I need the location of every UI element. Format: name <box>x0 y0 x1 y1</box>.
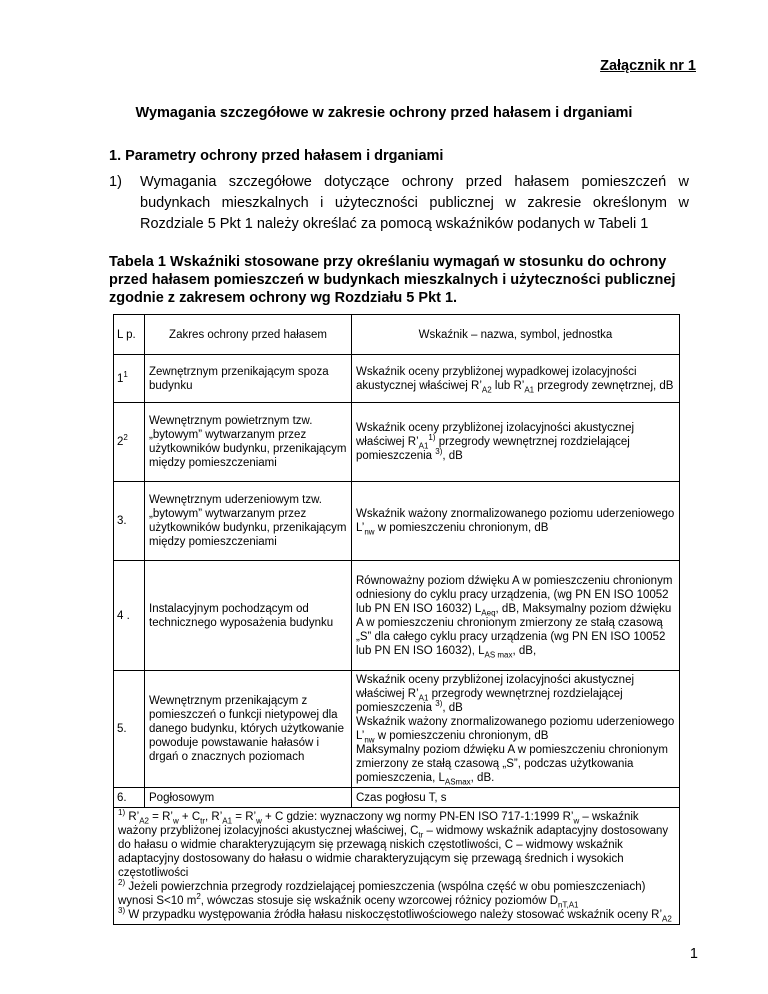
indicators-table <box>113 314 680 925</box>
section-heading: 1. Parametry ochrony przed hałasem i drganiami <box>109 148 444 164</box>
row-lp: 5. <box>114 671 145 788</box>
item-text: Wymagania szczegółowe dotyczące ochrony przed hałasem pomieszczeń w budynkach mieszkalnych i użyteczności publicznej w zakresie określonym w Rozdziale 5 Pkt 1 należy określać za pomocą wskaźników podanych w Tabeli 1 <box>140 174 689 232</box>
row-scope: Wewnętrznym powietrznym tzw. „bytowym” wytwarzanym przez użytkowników budynku, przenikającym między pomieszczeniami <box>145 403 352 482</box>
row-indicator: Wskaźnik oceny przybliżonej izolacyjności akustycznej właściwej $R’_{A1}$ przegrody wewnętrznej rozdzielającej pomieszczenia $^{3)}$, dB Wskaźnik ważony znormalizowanego poziomu uderzeniowego $L’_{nw}$ w pomieszczeniu chronionym, dB Maksymalny poziom dźwięku A w pomieszczeniu chronionym zmierzony ze stałą czasową „S”, podczas użytkowania pomieszczenia, $L_{ASmax}$, dB. <box>352 671 680 788</box>
row-scope: Wewnętrznym uderzeniowym tzw. „bytowym” wytwarzanym przez użytkowników budynku, przenikającym między pomieszczeniami <box>145 482 352 561</box>
row-indicator: Czas pogłosu T, s <box>352 788 680 808</box>
table-row <box>114 482 680 561</box>
row-lp: $2^2$ <box>114 403 145 482</box>
row-lp: $1^1$ <box>114 355 145 403</box>
table-row <box>114 561 680 671</box>
row-lp: 3. <box>114 482 145 561</box>
item-number: 1) <box>109 174 122 190</box>
table-notes-row <box>114 808 680 925</box>
row-indicator: Wskaźnik oceny przybliżonej wypadkowej izolacyjności akustycznej właściwej $R’_{A2}$ lub $R’_{A1}$ przegrody zewnętrznej, dB <box>352 355 680 403</box>
row-lp: 4 . <box>114 561 145 671</box>
row-scope: Pogłosowym <box>145 788 352 808</box>
row-scope: Instalacyjnym pochodzącym od technicznego wyposażenia budynku <box>145 561 352 671</box>
row-indicator: Równoważny poziom dźwięku A w pomieszczeniu chronionym odniesiony do cyklu pracy urządzenia, (wg PN EN ISO 10052 lub PN EN ISO 16032) $L_{Aeq}$, dB, Maksymalny poziom dźwięku A w pomieszczeniu chronionym zmierzony ze stałą czasową „S” dla całego cyklu pracy urządzenia (wg PN EN ISO 10052 lub PN EN ISO 16032), $L_{AS max}$, dB, <box>352 561 680 671</box>
row-indicator: Wskaźnik ważony znormalizowanego poziomu uderzeniowego $L’_{nw}$ w pomieszczeniu chronionym, dB <box>352 482 680 561</box>
footnote-1: $^{1)}$ $R’_{A2}$ = $R’_w + C_{tr}$, $R’_{A1}$ = $R’_w + C$ gdzie: wyznaczony wg normy PN-EN ISO 717-1:1999 $R’_w$ – wskaźnik ważony przybliżonej izolacyjności akustycznej właściwej, $C_{tr}$ – widmowy wskaźnik adaptacyjny dostosowany do hałasu o widmie charakteryzującym się przewagą niskich częstotliwości, C – widmowy wskaźnik adaptacyjny dostosowany do hałasu o widmie charakteryzującym się przewagą średnich i wysokich częstotliwości <box>118 808 669 879</box>
row-scope: Wewnętrznym przenikającym z pomieszczeń o funkcji nietypowej dla danego budynku, których użytkowanie powoduje powstawanie hałasów i drgań o znacznych poziomach <box>145 671 352 788</box>
table-caption: Tabela 1 Wskaźniki stosowane przy określaniu wymagań w stosunku do ochrony przed hałasem pomieszczeń w budynkach mieszkalnych i użyteczności publicznej zgodnie z zakresem ochrony wg Rozdziału 5 Pkt 1. <box>109 254 676 306</box>
requirement-paragraph <box>109 172 689 235</box>
table-row <box>114 788 680 808</box>
table-footnotes <box>114 808 680 925</box>
table-row <box>114 355 680 403</box>
annex-label: Załącznik nr 1 <box>600 58 696 74</box>
row-scope: Zewnętrznym przenikającym spoza budynku <box>145 355 352 403</box>
table-row <box>114 403 680 482</box>
header-scope: Zakres ochrony przed hałasem <box>145 315 352 355</box>
page-number: 1 <box>689 946 698 962</box>
header-lp: L p. <box>114 315 145 355</box>
row-lp: 6. <box>114 788 145 808</box>
table-header-row <box>114 315 680 355</box>
header-indicator: Wskaźnik – nazwa, symbol, jednostka <box>352 315 680 355</box>
row-indicator: Wskaźnik oceny przybliżonej izolacyjności akustycznej właściwej $R’_{A1}^{1)}$ przegrody wewnętrznej rozdzielającej pomieszczenia $^{3)}$, dB <box>352 403 680 482</box>
footnote-3: $^{3)}$ W przypadku występowania źródła hałasu niskoczęstotliwościowego należy stosować wskaźnik oceny $R’_{A2}$ <box>118 906 672 924</box>
document-title: Wymagania szczegółowe w zakresie ochrony przed hałasem i drganiami <box>135 105 633 121</box>
footnote-2: $^{2)}$ Jeżeli powierzchnia przegrody rozdzielającej pomieszczenia (wspólna część w obu pomieszczeniach) wynosi S<10 $m^2$, wówczas stosuje się wskaźnik oceny wzorcowej różnicy poziomów $D_{nT,A1}$ <box>118 878 646 910</box>
table-row <box>114 671 680 788</box>
